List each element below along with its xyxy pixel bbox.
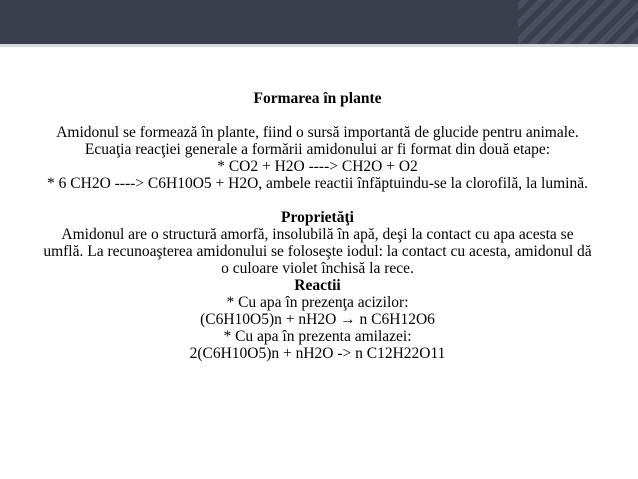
reaction-1-label: * Cu apa în prezenţa acizilor: — [226, 294, 409, 311]
reaction-step-2: * 6 CH2O ----> C6H10O5 + H2O, ambele reactii înfăptuindu-se la clorofilă, la lumină. — [47, 175, 588, 192]
intro-paragraph: Amidonul se formează în plante, fiind o sursă importantă de glucide pentru animale. Ecuaţia reacţiei generale a formării amidonului ar fi format din două etape: — [56, 124, 579, 158]
slide-title: Formarea în plante — [253, 90, 382, 107]
reaction-2-label: * Cu apa în prezenta amilazei: — [223, 328, 412, 345]
reaction-1-equation: (C6H10O5)n + nH2O → n C6H12O6 — [200, 311, 435, 328]
slide-content — [40, 90, 595, 362]
properties-heading: Proprietăţi — [281, 209, 354, 226]
header-stripes — [518, 0, 638, 44]
header-bar — [0, 0, 638, 44]
properties-paragraph: Amidonul are o structură amorfă, insolubilă în apă, deşi la contact cu apa acesta se umflă. La recunoaşterea amidonului se foloseşte iodul: la contact cu acesta, amidonul dă o culoare violet închisă la rece. — [43, 226, 592, 277]
reaction-2-equation: 2(C6H10O5)n + nH2O -> n C12H22O11 — [189, 345, 446, 362]
reaction-step-1: * CO2 + H2O ----> CH2O + O2 — [217, 158, 418, 175]
header-accent-line — [0, 44, 638, 47]
reactions-heading: Reactii — [294, 277, 341, 294]
